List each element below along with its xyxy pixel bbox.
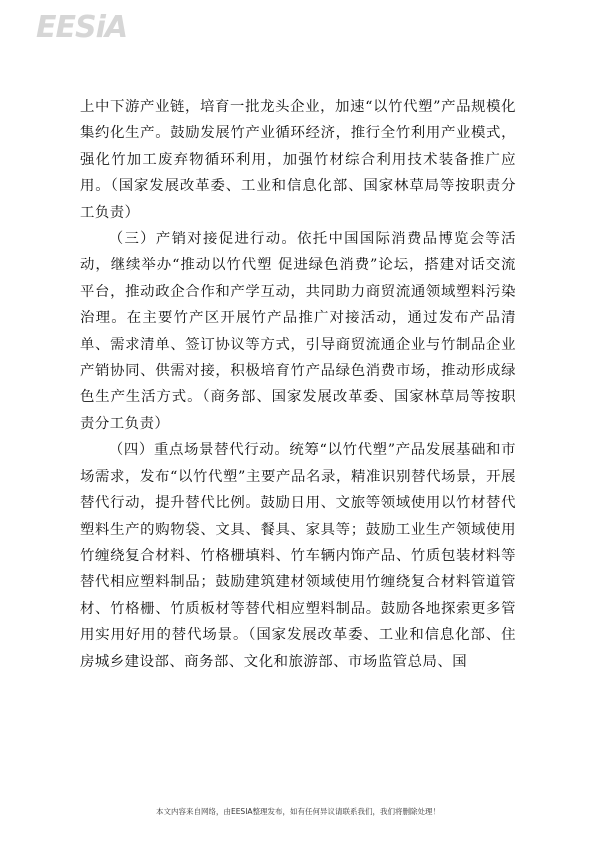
eesia-logo: EESiA: [36, 10, 128, 45]
paragraph-section-3: （三）产销对接促进行动。依托中国国际消费品博览会等活动，继续举办“推动以竹代塑 促进绿色消费”论坛，搭建对话交流平台，推动政企合作和产学互动，共同助力商贸流通领域塑料污染治理。在主要竹产区开展竹产品推广对接活动，通过发布产品清单、需求清单、签订协议等方式，引导商贸流通企业与竹制品企业产销协同、供需对接，积极培育竹产品绿色消费市场，推动形成绿色生产生活方式。（商务部、国家发展改革委、国家林草局等按职责分工负责）: [80, 231, 516, 432]
document-body: [80, 94, 516, 675]
paragraph-section-4: （四）重点场景替代行动。统筹“以竹代塑”产品发展基础和市场需求，发布“以竹代塑”主要产品名录，精准识别替代场景，开展替代行动，提升替代比例。鼓励日用、文旅等领域使用以竹材替代塑料生产的购物袋、文具、餐具、家具等；鼓励工业生产领域使用竹缠绕复合材料、竹格栅填料、竹车辆内饰产品、竹质包装材料等替代相应塑料制品；鼓励建筑建材领域使用竹缠绕复合材料管道管材、竹格栅、竹质板材等替代相应塑料制品。鼓励各地探索更多管用实用好用的替代场景。（国家发展改革委、工业和信息化部、住房城乡建设部、商务部、文化和旅游部、市场监管总局、国: [80, 442, 516, 670]
page-footer-disclaimer: 本文内容来自网络，由EESIA整理发布，如有任何异议请联系我们，我们将删除处理！: [155, 807, 441, 816]
paragraph-continuation: 上中下游产业链，培育一批龙头企业，加速“以竹代塑”产品规模化集约化生产。鼓励发展竹产业循环经济，推行全竹利用产业模式，强化竹加工废弃物循环利用，加强竹材综合利用技术装备推广应用。（国家发展改革委、工业和信息化部、国家林草局等按职责分工负责）: [80, 99, 516, 221]
